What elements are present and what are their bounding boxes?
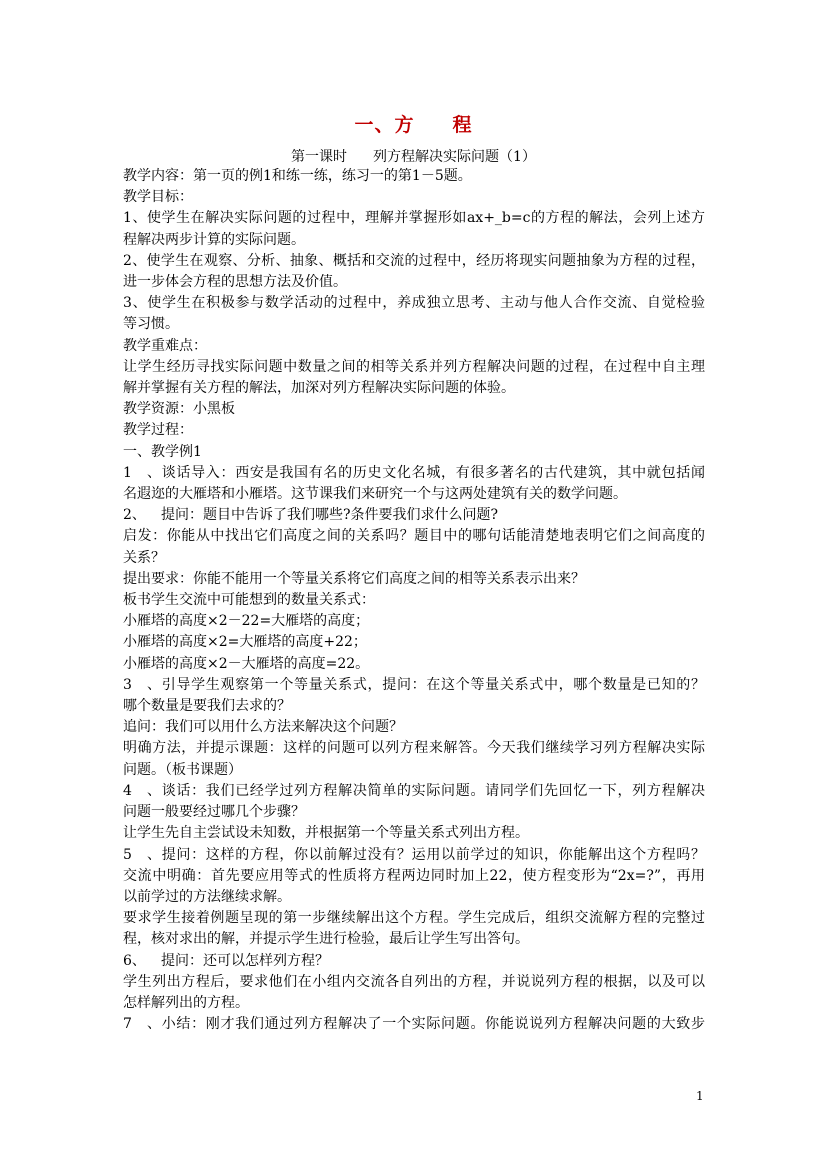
text-line [123, 590, 705, 611]
line-text: 小雁塔的高度×2－22=大雁塔的高度； [123, 613, 370, 630]
text-line [123, 484, 705, 505]
line-text: 名遐迩的大雁塔和小雁塔。这节课我们来研究一个与这两处建筑有关的数学问题。 [123, 486, 627, 503]
document-body [123, 166, 705, 1035]
line-text: 教学内容：第一页的例1和练一练，练习一的第1－5题。 [123, 168, 472, 184]
text-line [123, 526, 705, 547]
line-text: 谈话导入：西安是我国有名的历史文化名城，有很多著名的古代建筑，其中就包括闻 [161, 464, 705, 481]
line-text: 追问：我们可以用什么方法来解决这个问题？ [123, 719, 403, 736]
text-line [123, 951, 705, 972]
text-line [123, 548, 705, 569]
line-text: 教学目标： [123, 189, 193, 206]
line-text: 2、使学生在观察、分析、抽象、概括和交流的过程中，经历将现实问题抽象为方程的过程， [123, 252, 705, 269]
line-text: 让学生先自主尝试设未知数，并根据第一个等量关系式列出方程。 [123, 825, 529, 842]
text-line [123, 929, 705, 950]
item-number: 7、 [123, 1016, 161, 1033]
text-line [123, 675, 705, 696]
line-text: 教学资源：小黑板 [123, 401, 235, 418]
line-text: 解并掌握有关方程的解法，加深对列方程解决实际问题的体验。 [123, 380, 515, 397]
line-text: 进一步体会方程的思想方法及价值。 [123, 274, 347, 291]
line-text: 以前学过的方法继续求解。 [123, 888, 291, 905]
line-text: 提出要求：你能不能用一个等量关系将它们高度之间的相等关系表示出来？ [123, 570, 585, 587]
text-line [123, 399, 705, 420]
subtitle-part-1: 第一课时 [291, 149, 348, 165]
subtitle-part-2: 列方程解决实际问题（1） [373, 149, 536, 165]
title-part-2: 程 [452, 114, 473, 136]
item-number: 6、 [123, 952, 146, 969]
line-text: 小雁塔的高度×2－大雁塔的高度=22。 [123, 655, 370, 672]
line-text: 小雁塔的高度×2=大雁塔的高度+22； [123, 634, 367, 651]
title-part-1: 一、方 [354, 114, 415, 136]
line-text: 提问：题目中告诉了我们哪些?条件要我们求什么问题? [161, 507, 499, 524]
text-line [123, 569, 705, 590]
text-line [123, 357, 705, 378]
text-line [123, 505, 705, 526]
text-line [123, 336, 705, 357]
page-title [0, 110, 827, 137]
text-line [123, 187, 705, 208]
text-line [123, 293, 705, 314]
item-number: 5、 [123, 846, 161, 863]
line-text: 一、教学例1 [123, 443, 202, 460]
text-line [123, 378, 705, 399]
line-text: 问题一般要经过哪几个步骤？ [123, 804, 305, 821]
line-text: 怎样解列出的方程。 [123, 994, 249, 1011]
line-text: 问题。（板书课题） [123, 761, 242, 778]
text-line [123, 166, 705, 187]
line-text: 教学过程： [123, 422, 193, 439]
text-line [123, 823, 705, 844]
item-number: 3、 [123, 676, 161, 693]
line-text: 让学生经历寻找实际问题中数量之间的相等关系并列方程解决问题的过程，在过程中自主理 [123, 358, 705, 375]
line-text: 程解决两步计算的实际问题。 [123, 231, 305, 248]
text-line [123, 632, 705, 653]
text-line [123, 654, 705, 675]
text-line [123, 993, 705, 1014]
line-text: 学生列出方程后，要求他们在小组内交流各自列出的方程，并说说列方程的根据，以及可以 [123, 973, 705, 990]
text-line [123, 972, 705, 993]
line-text: 要求学生接着例题呈现的第一步继续解出这个方程。学生完成后，组织交流解方程的完整过 [123, 910, 705, 927]
text-line [123, 463, 705, 484]
text-line [123, 696, 705, 717]
line-text: 哪个数量是要我们去求的？ [123, 698, 291, 715]
text-line [123, 781, 705, 802]
line-text: 引导学生观察第一个等量关系式，提问：在这个等量关系式中，哪个数量是已知的？ [161, 676, 705, 693]
line-text: 3、使学生在积极参与数学活动的过程中，养成独立思考、主动与他人合作交流、自觉检验 [123, 295, 705, 312]
line-text: 关系？ [123, 549, 165, 566]
item-number: 1、 [123, 464, 161, 481]
text-line [123, 760, 705, 781]
line-text: 小结：刚才我们通过列方程解决了一个实际问题。你能说说列方程解决问题的大致步 [161, 1016, 705, 1033]
text-line [123, 887, 705, 908]
text-line [123, 738, 705, 759]
text-line [123, 420, 705, 441]
item-number: 4、 [123, 782, 161, 799]
text-line [123, 230, 705, 251]
text-line [123, 802, 705, 823]
text-line [123, 208, 705, 229]
text-line [123, 1014, 705, 1035]
line-text: 教学重难点： [123, 337, 207, 354]
text-line [123, 717, 705, 738]
line-text: 程，核对求出的解，并提示学生进行检验，最后让学生写出答句。 [123, 931, 529, 948]
text-line [123, 611, 705, 632]
line-text: 提问：这样的方程，你以前解过没有？运用以前学过的知识，你能解出这个方程吗？ [161, 846, 705, 863]
line-text: 提问：还可以怎样列方程？ [161, 952, 329, 969]
text-line [123, 314, 705, 335]
text-line [123, 272, 705, 293]
line-text: 明确方法，并提示课题：这样的问题可以列方程来解答。今天我们继续学习列方程解决实际 [123, 740, 705, 757]
line-text: 板书学生交流中可能想到的数量关系式： [123, 592, 375, 609]
page-number: 1 [696, 1089, 704, 1103]
line-text: 启发：你能从中找出它们高度之间的关系吗？题目中的哪句话能清楚地表明它们之间高度的 [123, 528, 705, 545]
lesson-subtitle [0, 146, 827, 166]
line-text: 1、使学生在解决实际问题的过程中，理解并掌握形如ax+_b=c的方程的解法，会列上述方 [123, 210, 705, 227]
line-text: 等习惯。 [123, 316, 179, 333]
line-text: 交流中明确：首先要应用等式的性质将方程两边同时加上22，使方程变形为“2x=?”，再用 [123, 867, 705, 884]
line-text: 谈话：我们已经学过列方程解决简单的实际问题。请同学们先回忆一下，列方程解决 [161, 782, 705, 799]
text-line [123, 845, 705, 866]
text-line [123, 866, 705, 887]
text-line [123, 908, 705, 929]
text-line [123, 442, 705, 463]
item-number: 2、 [123, 507, 146, 524]
text-line [123, 251, 705, 272]
